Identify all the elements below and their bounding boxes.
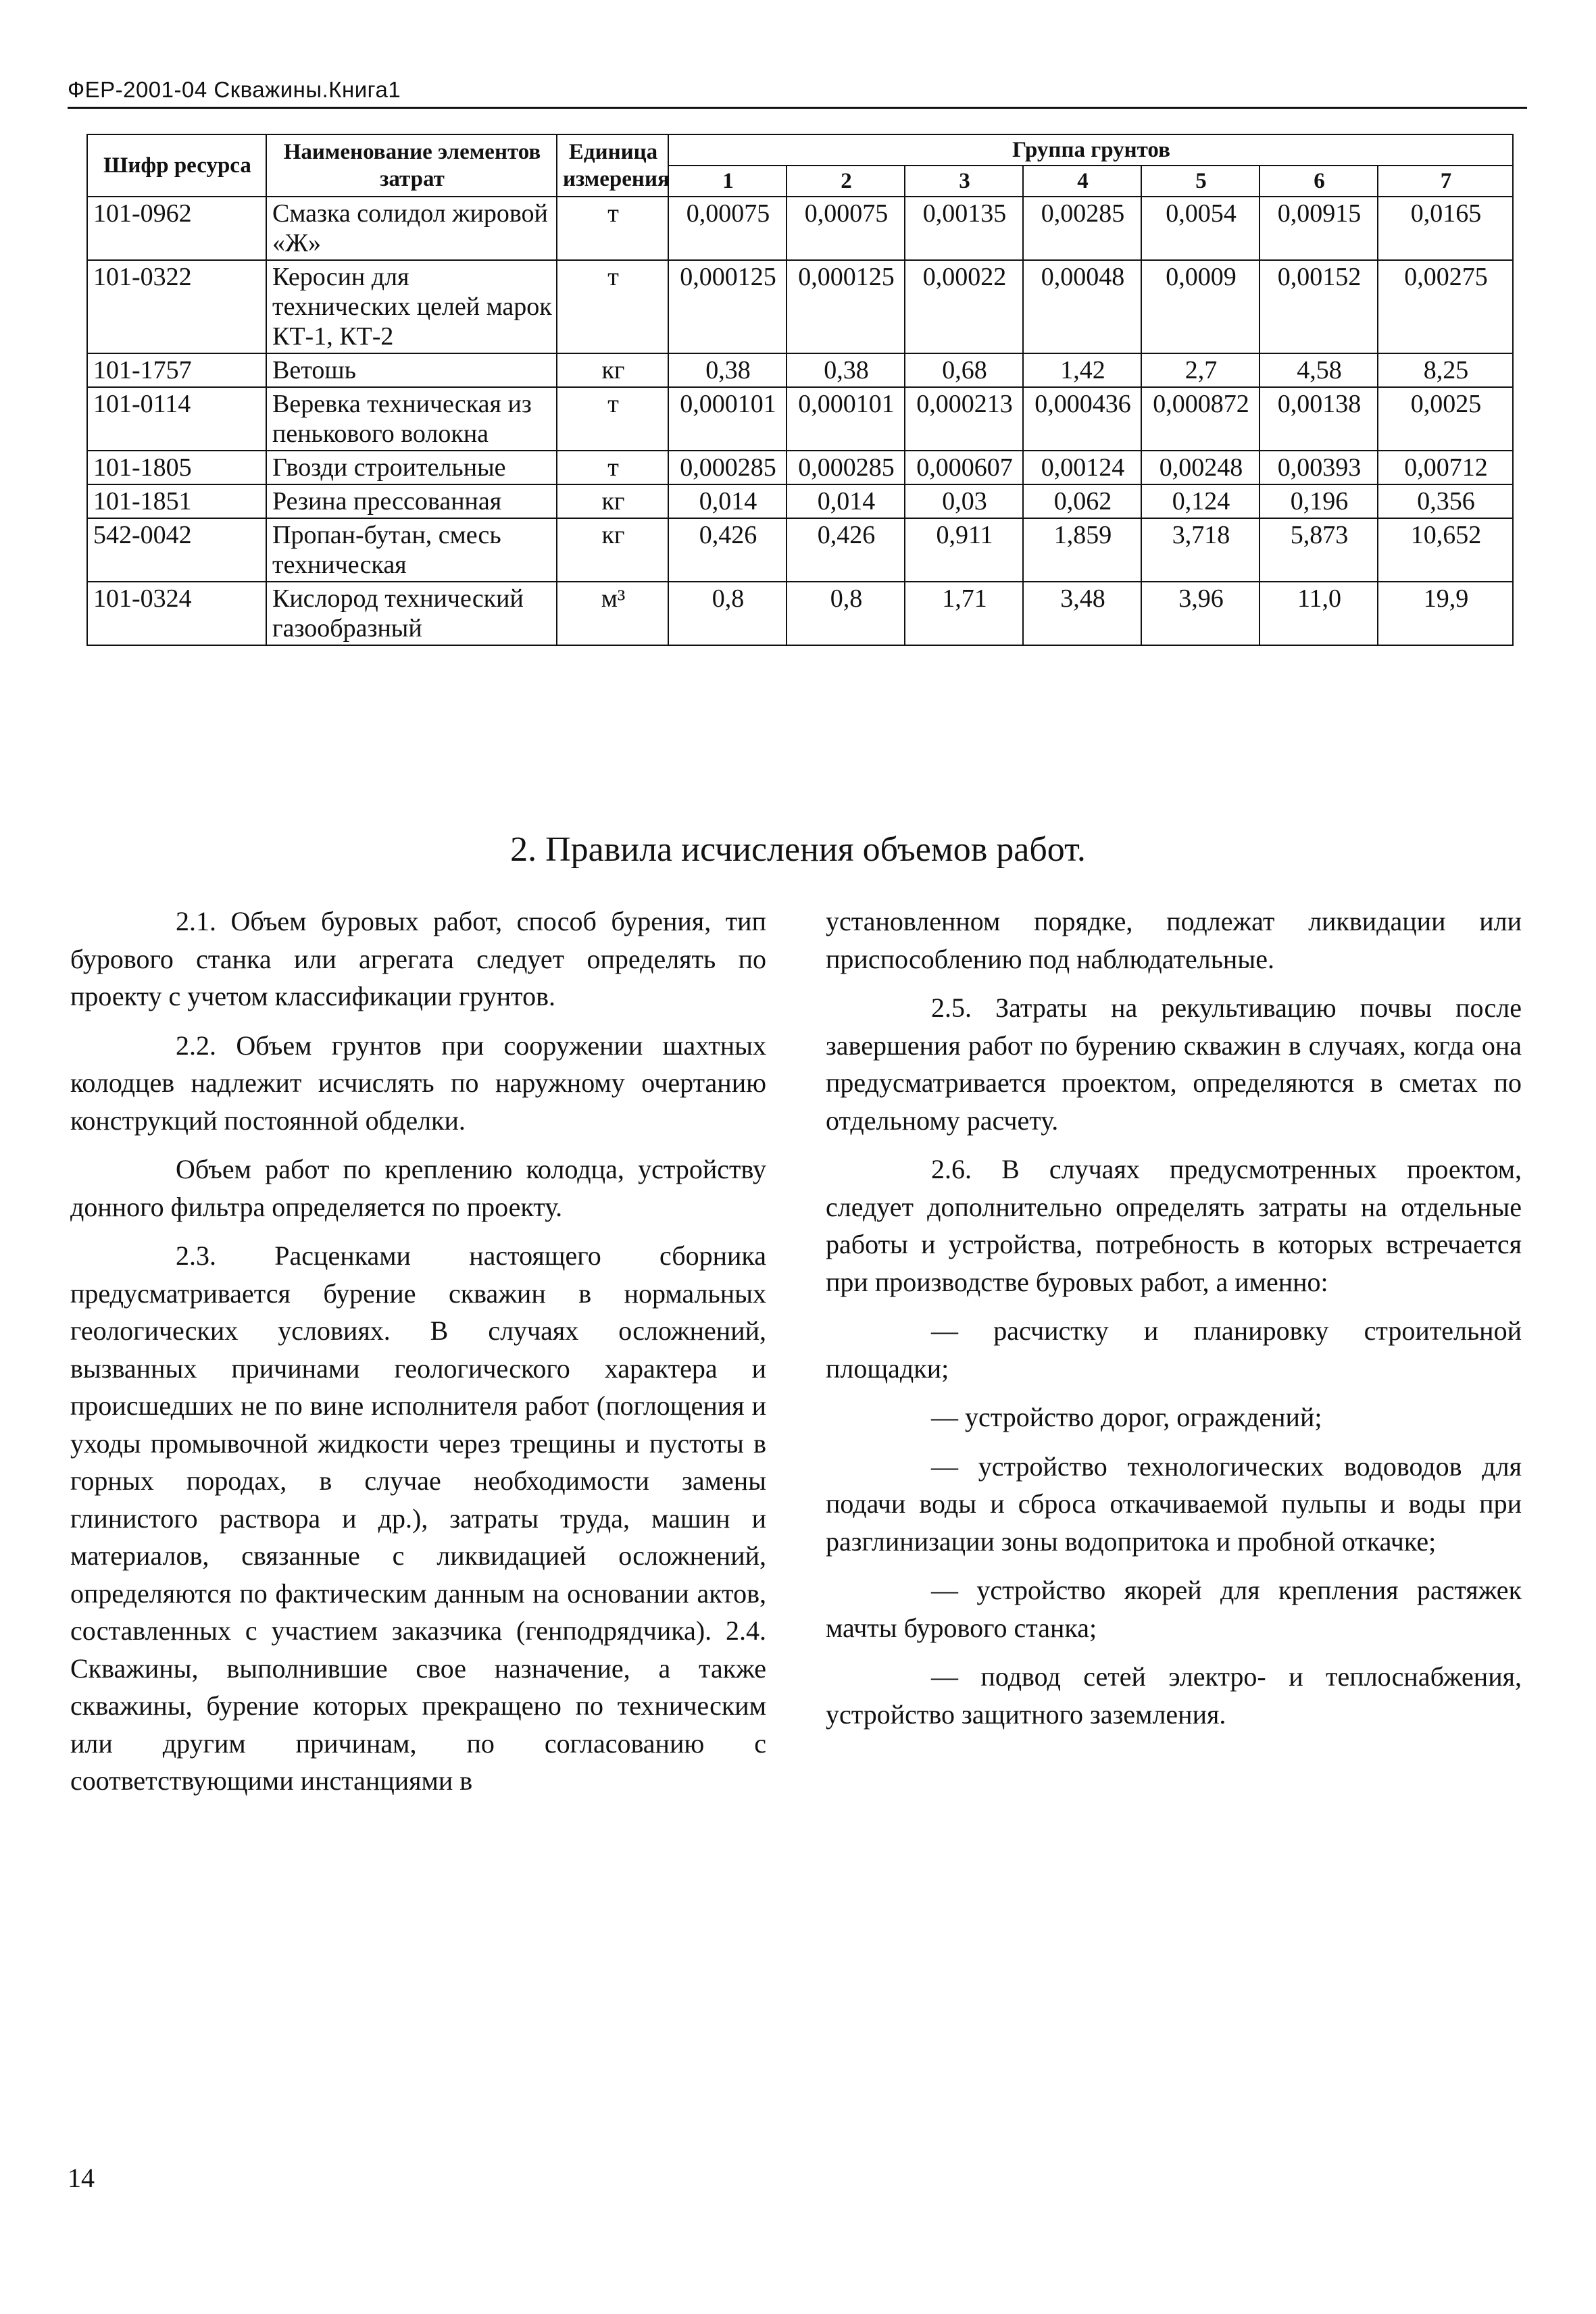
- value-cell-group-2: 0,00075: [787, 197, 905, 260]
- value-cell-group-4: 0,062: [1023, 484, 1141, 518]
- value-cell-group-3: 0,00022: [905, 260, 1023, 353]
- resource-code-cell: 101-0324: [87, 582, 266, 645]
- paragraph-2-6: 2.6. В случаях предусмотренных проектом, следует дополнительно определять затраты на отдельные работы и устройства, потребность в которых встречается при производстве буровых работ, а именно:: [826, 1154, 1522, 1297]
- value-cell-group-7: 0,00275: [1378, 260, 1513, 353]
- value-cell-group-6: 0,00393: [1260, 451, 1378, 484]
- value-cell-group-6: 0,00138: [1260, 387, 1378, 451]
- table-row: [87, 260, 1513, 353]
- value-cell-group-6: 0,00915: [1260, 197, 1378, 260]
- value-cell-group-1: 0,426: [668, 518, 787, 582]
- unit-cell: т: [557, 387, 668, 451]
- table-row: [87, 387, 1513, 451]
- resource-code-cell: 101-1757: [87, 353, 266, 387]
- header-unit: Единица измерения: [557, 134, 668, 197]
- value-cell-group-4: 0,00124: [1023, 451, 1141, 484]
- header-group-4: 4: [1023, 166, 1141, 197]
- resource-name-cell: Керосин для технических целей марок КТ-1, КТ-2: [266, 260, 557, 353]
- paragraph-well-fixing: Объем работ по креплению колодца, устройству донного фильтра определяется по проекту.: [70, 1154, 766, 1222]
- value-cell-group-4: 0,000436: [1023, 387, 1141, 451]
- table-row: [87, 582, 1513, 645]
- resource-name-cell: Резина прессованная: [266, 484, 557, 518]
- resource-name-cell: Гвозди строительные: [266, 451, 557, 484]
- resource-name-cell: Пропан-бутан, смесь техническая: [266, 518, 557, 582]
- header-name: Наименование элементов затрат: [266, 134, 557, 197]
- value-cell-group-5: 0,000872: [1141, 387, 1260, 451]
- value-cell-group-6: 0,00152: [1260, 260, 1378, 353]
- table-row: [87, 197, 1513, 260]
- table-body: [87, 197, 1513, 645]
- table-row: [87, 484, 1513, 518]
- value-cell-group-3: 0,03: [905, 484, 1023, 518]
- header-soil-group: Группа грунтов: [668, 134, 1513, 166]
- value-cell-group-7: 0,0025: [1378, 387, 1513, 451]
- header-code: Шифр ресурса: [87, 134, 266, 197]
- header-group-7: 7: [1378, 166, 1513, 197]
- header-group-5: 5: [1141, 166, 1260, 197]
- value-cell-group-1: 0,8: [668, 582, 787, 645]
- list-item-site-clearing: — расчистку и планировку строительной площадки;: [826, 1315, 1522, 1384]
- table-row: [87, 451, 1513, 484]
- value-cell-group-7: 0,356: [1378, 484, 1513, 518]
- resource-code-cell: 542-0042: [87, 518, 266, 582]
- value-cell-group-3: 0,911: [905, 518, 1023, 582]
- table-row: [87, 518, 1513, 582]
- value-cell-group-2: 0,8: [787, 582, 905, 645]
- unit-cell: м³: [557, 582, 668, 645]
- value-cell-group-1: 0,000125: [668, 260, 787, 353]
- resource-name-cell: Ветошь: [266, 353, 557, 387]
- value-cell-group-6: 0,196: [1260, 484, 1378, 518]
- resource-code-cell: 101-0322: [87, 260, 266, 353]
- value-cell-group-7: 10,652: [1378, 518, 1513, 582]
- value-cell-group-6: 11,0: [1260, 582, 1378, 645]
- value-cell-group-2: 0,014: [787, 484, 905, 518]
- value-cell-group-2: 0,000125: [787, 260, 905, 353]
- value-cell-group-3: 0,00135: [905, 197, 1023, 260]
- value-cell-group-1: 0,000285: [668, 451, 787, 484]
- unit-cell: т: [557, 260, 668, 353]
- value-cell-group-7: 0,0165: [1378, 197, 1513, 260]
- paragraph-2-5: 2.5. Затраты на рекультивацию почвы после завершения работ по бурению скважин в случаях, когда она предусматривается проектом, определяются в сметах по отдельному расчету.: [826, 992, 1522, 1136]
- value-cell-group-1: 0,00075: [668, 197, 787, 260]
- value-cell-group-4: 0,00285: [1023, 197, 1141, 260]
- list-item-roads: — устройство дорог, ограждений;: [931, 1402, 1322, 1432]
- value-cell-group-1: 0,000101: [668, 387, 787, 451]
- resource-name-cell: Кислород технический газообразный: [266, 582, 557, 645]
- value-cell-group-5: 2,7: [1141, 353, 1260, 387]
- right-column: [826, 903, 1522, 1744]
- value-cell-group-7: 0,00712: [1378, 451, 1513, 484]
- value-cell-group-4: 1,859: [1023, 518, 1141, 582]
- value-cell-group-2: 0,000101: [787, 387, 905, 451]
- value-cell-group-2: 0,426: [787, 518, 905, 582]
- page-number: 14: [68, 2163, 95, 2193]
- value-cell-group-3: 0,000607: [905, 451, 1023, 484]
- resource-name-cell: Смазка солидол жировой «Ж»: [266, 197, 557, 260]
- value-cell-group-6: 4,58: [1260, 353, 1378, 387]
- value-cell-group-3: 1,71: [905, 582, 1023, 645]
- table-row: [87, 353, 1513, 387]
- section-title: 2. Правила исчисления объемов работ.: [510, 830, 1086, 869]
- value-cell-group-2: 0,38: [787, 353, 905, 387]
- resource-code-cell: 101-0962: [87, 197, 266, 260]
- value-cell-group-5: 0,0009: [1141, 260, 1260, 353]
- header-divider: [68, 107, 1527, 109]
- list-item-water-lines: — устройство технологических водоводов для подачи воды и сброса откачиваемой пульпы и воды при разглинизации зоны водопритока и пробной откачке;: [826, 1451, 1522, 1557]
- value-cell-group-1: 0,014: [668, 484, 787, 518]
- value-cell-group-7: 19,9: [1378, 582, 1513, 645]
- header-group-3: 3: [905, 166, 1023, 197]
- left-column: [70, 903, 766, 1811]
- paragraph-2-4-continued: установленном порядке, подлежат ликвидации или приспособлению под наблюдательные.: [826, 906, 1522, 974]
- unit-cell: кг: [557, 484, 668, 518]
- header-group-6: 6: [1260, 166, 1378, 197]
- paragraph-2-2: 2.2. Объем грунтов при сооружении шахтных колодцев надлежит исчислять по наружному очертанию конструкций постоянной обделки.: [70, 1030, 766, 1136]
- list-item-anchors: — устройство якорей для крепления растяжек мачты бурового станка;: [826, 1575, 1522, 1643]
- value-cell-group-3: 0,68: [905, 353, 1023, 387]
- value-cell-group-5: 3,718: [1141, 518, 1260, 582]
- resource-table: [86, 134, 1514, 646]
- value-cell-group-4: 3,48: [1023, 582, 1141, 645]
- value-cell-group-1: 0,38: [668, 353, 787, 387]
- unit-cell: кг: [557, 518, 668, 582]
- paragraph-2-3-2-4: 2.3. Расценками настоящего сборника предусматривается бурение скважин в нормальных геологических условиях. В случаях осложнений, вызванных причинами геологического характера и происшедших не по вине исполнителя работ (поглощения и уходы промывочной жидкости через трещины и пустоты в горных породах, в случае необходимости замены глинистого раствора и др.), затраты труда, машин и материалов, связанные с ликвидацией осложнений, определяются по фактическим данным на основании актов, составленных с участием заказчика (генподрядчика). 2.4. Скважины, выполнившие свое назначение, а также скважины, бурение которых прекращено по техническим или другим причинам, по согласованию с соответствующими инстанциями в: [70, 1240, 766, 1796]
- resource-code-cell: 101-1805: [87, 451, 266, 484]
- resource-code-cell: 101-1851: [87, 484, 266, 518]
- value-cell-group-5: 3,96: [1141, 582, 1260, 645]
- list-item-utilities: — подвод сетей электро- и теплоснабжения, устройство защитного заземления.: [826, 1661, 1522, 1730]
- value-cell-group-3: 0,000213: [905, 387, 1023, 451]
- unit-cell: кг: [557, 353, 668, 387]
- document-header: ФЕР-2001-04 Скважины.Книга1: [68, 77, 401, 102]
- value-cell-group-4: 0,00048: [1023, 260, 1141, 353]
- unit-cell: т: [557, 451, 668, 484]
- value-cell-group-5: 0,00248: [1141, 451, 1260, 484]
- unit-cell: т: [557, 197, 668, 260]
- resource-name-cell: Веревка техническая из пенькового волокна: [266, 387, 557, 451]
- value-cell-group-5: 0,124: [1141, 484, 1260, 518]
- resource-code-cell: 101-0114: [87, 387, 266, 451]
- header-group-2: 2: [787, 166, 905, 197]
- value-cell-group-2: 0,000285: [787, 451, 905, 484]
- paragraph-2-1: 2.1. Объем буровых работ, способ бурения, тип бурового станка или агрегата следует определять по проекту с учетом классификации грунтов.: [70, 906, 766, 1011]
- value-cell-group-5: 0,0054: [1141, 197, 1260, 260]
- value-cell-group-7: 8,25: [1378, 353, 1513, 387]
- header-group-1: 1: [668, 166, 787, 197]
- value-cell-group-4: 1,42: [1023, 353, 1141, 387]
- value-cell-group-6: 5,873: [1260, 518, 1378, 582]
